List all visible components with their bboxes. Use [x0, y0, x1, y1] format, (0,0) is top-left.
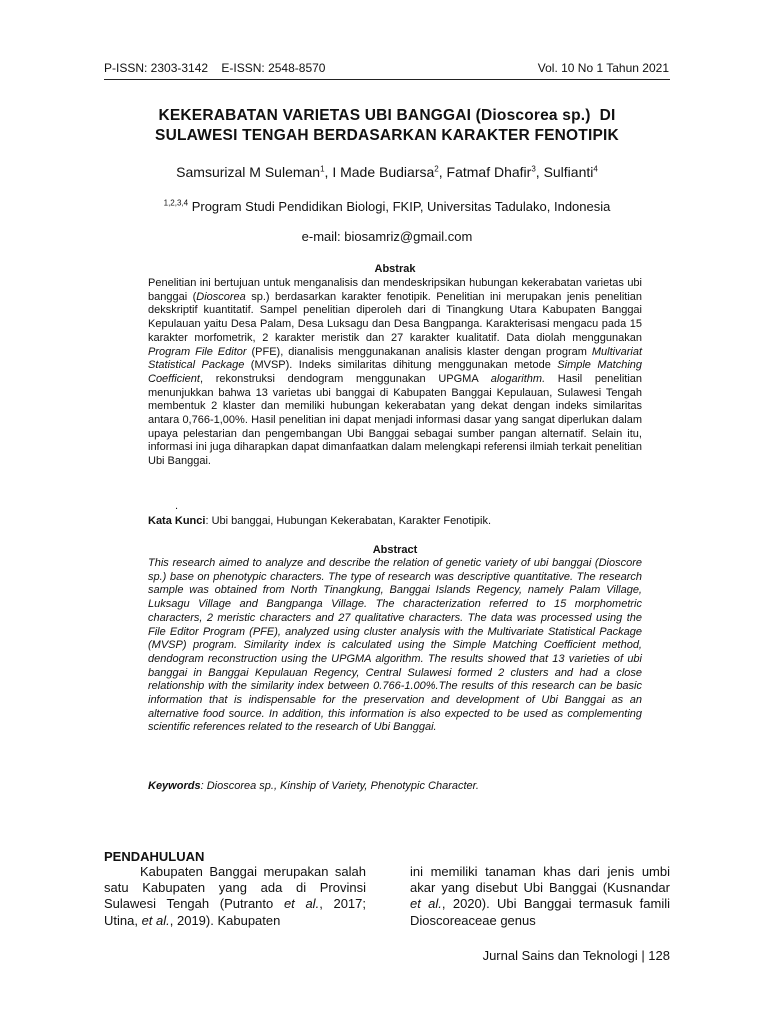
body-column-right: ini memiliki tanaman khas dari jenis umbi akar yang disebut Ubi Banggai (Kusnandar et al., 2020). Ubi Banggai termasuk famili Dioscoreaceae genus [410, 864, 671, 928]
author-name: Samsurizal M Suleman [176, 164, 321, 180]
title-line-2: SULAWESI TENGAH BERDASARKAN KARAKTER FENOTIPIK [155, 127, 619, 144]
author-list: Samsurizal M Suleman$^1$, I Made Budiarsa$^2$, Fatmaf Dhafir$^3$, Sulfianti$^4$ [176, 164, 598, 180]
title-line-1: KEKERABATAN VARIETAS UBI BANGGAI (Dioscorea sp.) DI [158, 107, 616, 124]
author-sup: 1 [320, 164, 325, 174]
keywords-text: : Dioscorea sp., Kinship of Variety, Phenotypic Character. [200, 780, 479, 792]
abstract-body: This research aimed to analyze and describe the relation of genetic variety of ubi banggai (Dioscore sp.) base on phenotypic characters. The type of research was descriptive quantitative. The research sample was obtained from North Tinangkung, Banggai Islands Regency, namely Palam Village, Luksagu Village and Bangpanga Village. The characterization referred to 15 morphometric characters, 2 meristic characters and 27 qualitative characters. The data was processed using the File Editor Program (PFE), analyzed using cluster analysis with the Multivariate Statistical Package (MVSP) program. Similarity index is calculated using the Simple Matching Coefficient method, dendogram reconstruction using the UPGMA algorithm. The results showed that 13 varieties of ubi banggai in Banggai Kepulauan Regency, Central Sulawesi formed 2 clusters and had a close relationship with the similarity index between 0.766-1.00%.The results of this research can be basic information that is indispensable for the preservation and development of Ubi Banggai as an alternative food source. In addition, this information is also expected to be used as complementing scientific references related to the research of Ubi Banggai. [148, 557, 642, 734]
affiliation-sup: 1,2,3,4 [163, 198, 189, 208]
author-name: I Made Budiarsa [332, 164, 435, 180]
abstract-heading: Abstract [372, 544, 418, 556]
abstrak-heading: Abstrak [374, 263, 416, 275]
author-sup: 2 [434, 164, 439, 174]
affiliation [104, 199, 670, 214]
running-header [104, 61, 669, 77]
kata-kunci-text: : Ubi banggai, Hubungan Kekerabatan, Karakter Fenotipik. [205, 515, 492, 527]
email-line: e-mail: biosamriz@gmail.com [301, 229, 473, 244]
page-footer: Jurnal Sains dan Teknologi | 128 [482, 948, 670, 963]
header-rule [104, 79, 670, 80]
author-sup: 4 [593, 164, 598, 174]
kata-kunci [148, 515, 642, 527]
paper-title [104, 106, 670, 146]
author-name: Fatmaf Dhafir [446, 164, 532, 180]
keywords-label: Keywords [148, 780, 201, 792]
author-name: Sulfianti [543, 164, 594, 180]
keywords [148, 780, 642, 792]
author-sup: 3 [531, 164, 536, 174]
body-column-left: Kabupaten Banggai merupakan salah satu Kabupaten yang ada di Provinsi Sulawesi Tengah (Putranto et al., 2017; Utina, et al., 2019). Kabupaten [104, 864, 367, 928]
volume-text: Vol. 10 No 1 Tahun 2021 [537, 61, 669, 75]
abstrak-body: Penelitian ini bertujuan untuk menganalisis dan mendeskripsikan hubungan kekerabatan varietas ubi banggai (Dioscorea sp.) berdasarkan karakter fenotipik. Penelitian ini merupakan jenis penelitian dekskriptif kuantitatif. Sampel penelitian diperoleh dari di Tinangkung Utara Kabupaten Banggai Kepulauan yaitu Desa Palam, Desa Luksagu dan Desa Bangpanga. Karakterisasi mengacu pada 15 karakter morfometrik, 2 karakter meristik dan 27 karakter kualitatif. Data diolah menggunakan Program File Editor (PFE), dianalisis menggunakanan analisis klaster dengan program Multivariat Statistical Package (MVSP). Indeks similaritas dihitung menggunakan metode Simple Matching Coefficient, rekonstruksi dendogram menggunakan UPGMA alogarithm. Hasil penelitian menunjukkan bahwa 13 varietas ubi banggai di Kabupaten Banggai Kepulauan, Sulawesi Tengah membentuk 2 klaster dan memiliki hubungan kekerabatan yang dekat dengan indeks similaritas antara 0,766-1,00%. Hasil penelitian ini dapat menjadi informasi dasar yang sangat diperlukan dalam upaya pelestarian dan pengembangan Ubi Banggai sebagai sumber pangan alternatif. Selain itu, informasi ini juga diharapkan dapat dimanfaatkan dalam melengkapi referensi ilmiah terkait penelitian Ubi Banggai. [148, 277, 643, 468]
section-heading: PENDAHULUAN [104, 849, 205, 864]
issn-text: P-ISSN: 2303-3142 E-ISSN: 2548-8570 [104, 61, 326, 75]
affiliation-text: Program Studi Pendidikan Biologi, FKIP, Universitas Tadulako, Indonesia [188, 199, 611, 214]
abstrak-dot: . [175, 500, 179, 512]
kata-kunci-label: Kata Kunci [148, 515, 206, 527]
